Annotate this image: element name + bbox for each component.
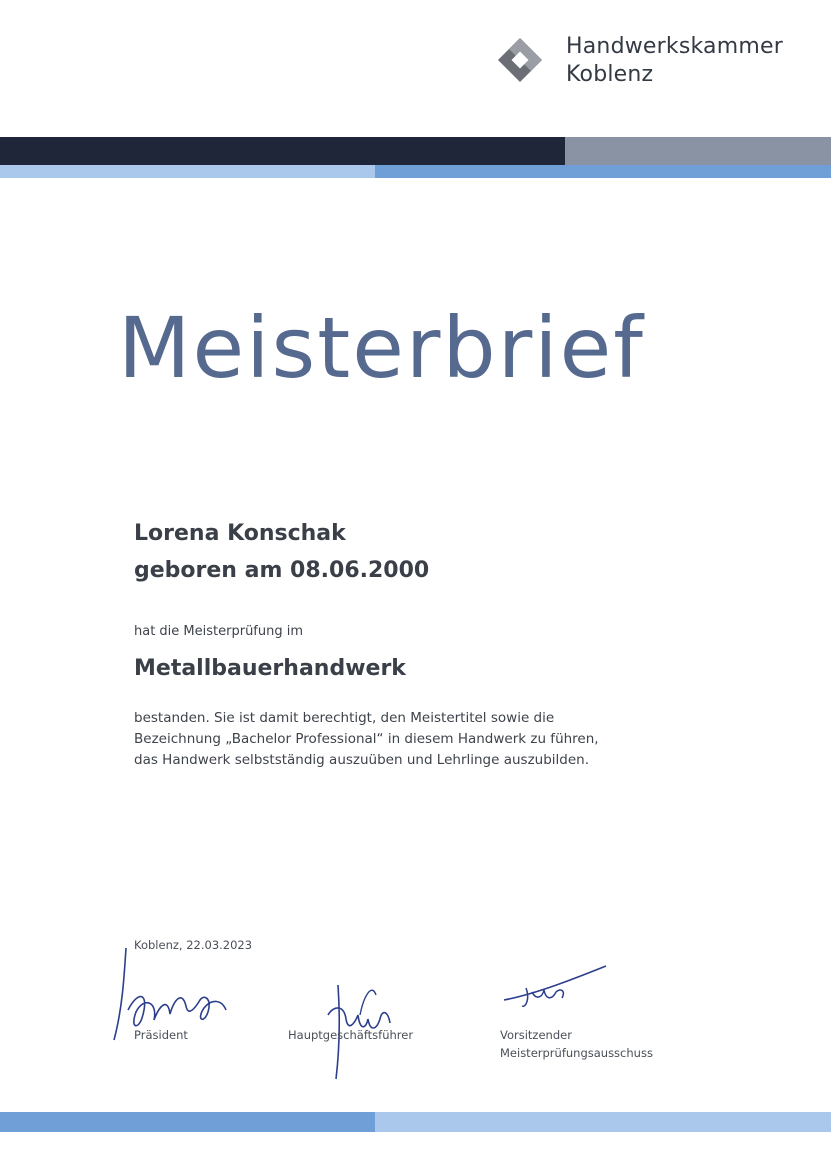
- certificate-body: [134, 708, 694, 771]
- intro-text: hat die Meisterprüfung im: [134, 624, 304, 639]
- footer-band-light: [375, 1112, 831, 1132]
- managing-director-label: Hauptgeschäftsführer: [288, 1028, 414, 1042]
- organization-name-line1: Handwerkskammer: [566, 34, 783, 59]
- header-band-light: [0, 165, 375, 178]
- body-line: das Handwerk selbstständig auszuüben und Lehrlinge auszubilden.: [134, 752, 590, 768]
- header-band-gray: [565, 137, 831, 165]
- body-line: Bezeichnung „Bachelor Professional“ in diesem Handwerk zu führen,: [134, 731, 599, 747]
- chair-label-line2: Meisterprüfungsausschuss: [500, 1046, 653, 1060]
- chair-signature: [496, 958, 616, 1018]
- footer-band-blue: [0, 1112, 375, 1132]
- header-band-dark: [0, 137, 565, 165]
- organization-name-line2: Koblenz: [566, 62, 654, 87]
- certificate-title: Meisterbrief: [118, 299, 645, 397]
- trade-name: Metallbauerhandwerk: [134, 656, 406, 681]
- handwerkskammer-logo-icon: [496, 36, 544, 84]
- body-line: bestanden. Sie ist damit berechtigt, den Meistertitel sowie die: [134, 710, 555, 726]
- president-label: Präsident: [134, 1028, 188, 1042]
- chair-label-line1: Vorsitzender: [500, 1028, 572, 1042]
- place-date: Koblenz, 22.03.2023: [134, 938, 253, 952]
- header-band-blue: [375, 165, 831, 178]
- holder-name: Lorena Konschak: [134, 521, 346, 546]
- holder-birth-date: geboren am 08.06.2000: [134, 558, 430, 583]
